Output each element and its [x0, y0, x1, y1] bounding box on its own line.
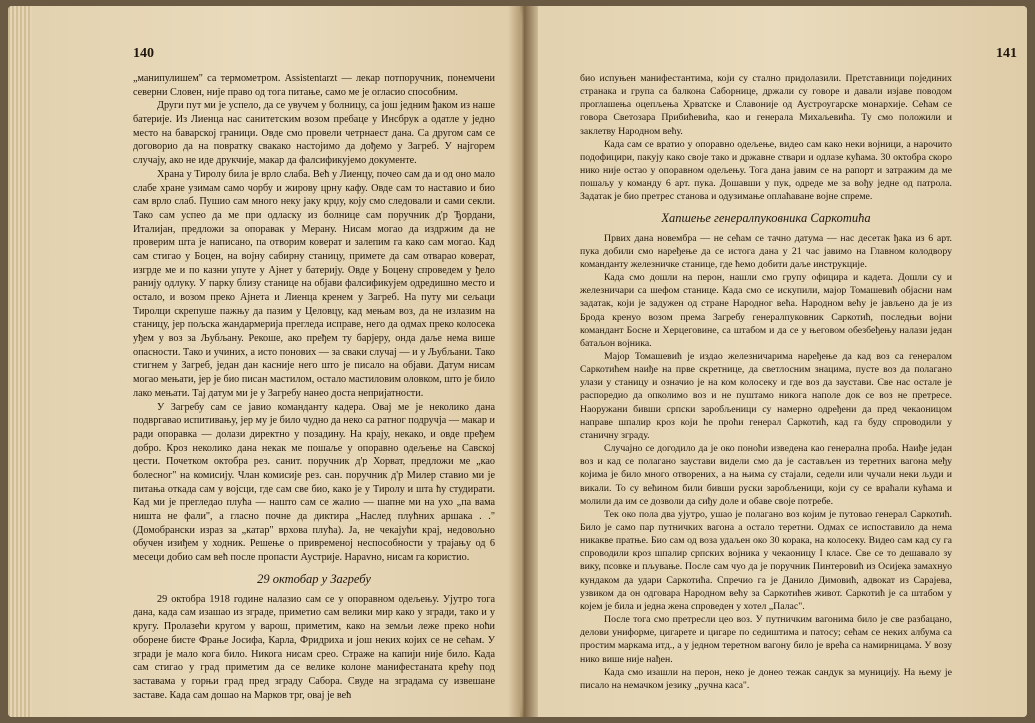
- section-heading: 29 октобар у Загребу: [257, 571, 371, 586]
- left-page-text: [133, 72, 495, 702]
- page-number-right: 141: [996, 46, 1017, 61]
- book-spread: [8, 6, 1027, 717]
- paragraph: Мајор Томашевић је издао железничарима наређење да кад воз са генералом Саркотићем наиђе на прве скретнице, да светлосним знацима, пусте воз да полагано улази у станицу и означио је на ком колосеку и где воз да заустави. Све нас остале је распоредио да опколимо воз и не пуштамо никога наполе док се воз не претресе. Наоружани бивши српски заробљеници су намерно одређени да пред чекаоницом направе шпалир кроз који ће проћи генерал Саркотић, кад га буду спроводили у станичну зграду.: [580, 350, 952, 441]
- section-heading: Хапшење генералпуковника Саркотића: [661, 210, 871, 225]
- paragraph: био испуњен манифестантима, који су стално придолазили. Претставници појединих странака и група са балкона Саборнице, држали су говоре и давали изјаве поводом проглашења оцепљења Хрватске и Славоније од Аустроугарске монархије. Сећам се говора Светозара Прибићевића, као и генерала Михаљевића. Ту смо положили и заклетву Народном већу.: [580, 73, 952, 137]
- paragraph: „манипулишем" са термометром. Assistentarzt — лекар потпоручник, понемчени северни Словен, није право од тога питање, само ме је огласио способним.: [133, 73, 495, 98]
- right-page-text: [580, 72, 952, 692]
- page-edge-decoration: [8, 6, 32, 717]
- paragraph: Када смо изашли на перон, неко је донео тежак сандук за муницију. На њему је писало на немачком језику „ручна каса".: [580, 666, 952, 691]
- left-page: [8, 6, 520, 717]
- paragraph: Тек око пола два ујутро, ушао је полагано воз којим је путовао генерал Саркотић. Било је само пар путничких вагона а остало теретни. Одмах се испоставило да нема никакве пратње. Био сам од воза удаљен око 30 корака, на колосеку. Видео сам кад су га спроводили кроз шпалир српских војника у чекаоницу I класе. Све се то дешавало зу вику, псовке и пљување. После сам чуо да је поручник Пинтеровић из Осијека замахнуо кундаком да удари Саркотића. Спречио га је Данило Димовић, адвокат из Сарајева, узвиком да он одговара Народном већу за Саркотићев живот. Саркотић је са штабом у којем је била и једна жена спроведен у хотел „Палас".: [580, 508, 952, 612]
- paragraph: Првих дана новембра — не сећам се тачно датума — нас десетак ђака из 6 арт. пука добили смо наређење да се истога дана у 21 час јавимо на Главном колодвору команданту железничке станице, где ћемо добити даље инструкције.: [580, 232, 952, 270]
- paragraph: Храна у Тиролу била је врло слаба. Већ у Лиенцу, почео сам да и од оно мало слабе хране узимам само чорбу и жирову црну кафу. Овде сам то наставио и био сам врло слаб. Пушио сам много неку јаку крџу, коју смо следовали и сами секли. Тако сам успео да ме при одласку из болнице сам поручник д'р Ђордани, Италијан, предложи за опоравак у Мерану. Нисам могао да издржим да не проверим шта је написано, па отворим коверат и залепим га како сам могао. Кад сам стигао у Боцен, на војну сабирну станицу, примете да сам отварао коверат, изгрде ме и по казни упуте у Ајнет у батерију. Овде у Боцену спроведем у ђело ранију одлуку. У парку близу станице на објави фалсификујем одредишно место и остало, и возом преко Ајнета и Лиенца кренем у Загреб. На путу ми сељаци Тиролци скрепуше пажњу да пазим у Целовцу, кад мењам воз, да не излазим на станицу, јер пољска жандармерија прегледа исправе, него да одмах преко колосека уђем у воз за Љубљану. Рекоше, ако пређем ту барјеру, онда даље нема више опасности. Тако и учиних, а исто понових — за сваки случај — и у Љубљани. Тако стигнем у Загреб, један дан касније него што је писало на објави. Датум нисам могао мењати, јер је био писан мастилом, остало мастиловим оловком, што је било лако мењати. Тај датум ми је у Загребу нанео доста непријатности.: [133, 168, 495, 399]
- paragraph: После тога смо претресли цео воз. У путничким вагонима било је све разбацано, делови униформе, цигарете и цигаре по седиштима и патосу; сећам се неких албума са простим маркама итд., а у једном теретном вагону било је врећа са намирницама. У возу нико више није нађен.: [580, 614, 952, 665]
- paragraph: 29 октобра 1918 године налазио сам се у опоравном одељењу. Ујутро тога дана, када сам изашао из зграде, приметио сам велики мир како у згради, тако и у кругу. Пролазећи кругом у варош, приметим, како на земљи леже преко ноћи оборене бисте Фрање Јосифа, Карла, Фридриха и још неких којих се не сећам. У згради је мало кога било. Никога нисам срео. Страже на капији није било. Када сам стигао у град приметим да се велике колоне манифестаната крећу под заставама у горњи град пред зграду Сабора. Свуде на зградама су извешане заставе. Када сам дошао на Марков трг, овај је већ: [133, 593, 495, 701]
- page-number-left: 140: [133, 46, 154, 61]
- paragraph: У Загребу сам се јавио команданту кадера. Овај ме је неколико дана подвргавао испитивању, јер му је било чудно да неко са ратног подручја — макар и ради опоравка — долази директно у позадину. На крају, некако, и овде пређем добро. Кроз неколико дана некак ме пошаље у опоравно одељење на Савској цести. Почетком октобра рез. санит. поручник д'р Хорват, предложи ме „као болесног" на комисију. Члан комисије рез. сан. поручник д'р Милер ставио ми је питања откада сам у војсци, где сам све био, како је у Тиролу и шта ћу студирати. Кад ми је прегледао плућа — нашто сам се жалио — шапне ми на ухо „па вама ништа не фали", а гласно почне да диктира „Наслед плућних аршака . ." (Домобрански израз за „катар" врхова плућа). Ја, не чекајући крај, недовољно обучен изиђем у ходник. Решење о привременој неспособности у трајању од 6 месеци добио сам већ после пропасти Аустрије. Нарavно, нисам га користио.: [133, 401, 495, 564]
- book-gutter: [508, 6, 538, 717]
- paragraph: Други пут ми је успело, да се увучем у болницу, са још једним ђаком из наше батерије. Из Лиенца нас санитетским возом пребаце у Инсбрук а одатле у једно место на баварској граници. Овде смо провели четрнаест дана. Са другом сам се договорио да на повратку свакако настојимо да дођемо у Загреб. У најгорем случају, ако не иде друкчије, макар да фалсификујемо документе.: [133, 100, 495, 167]
- paragraph: Случајно се догодило да је око поноћи изведена као генерална проба. Наиђе један воз и кад се полагано заустави видели смо да је састављен из теретних вагона међу којима је било много отворених, а на њима су стајали, седели или чучали неки људи и викали. То су већином били бивши руски заробљеници, који су се враћали кућама и молили да им се дозволи да сиђу доле и обаве своје потребе.: [580, 443, 952, 507]
- paragraph: Када сам се вратио у опоравно одељење, видео сам како неки војници, а нарочито подофицири, пакују како своје тако и државне ствари и одлазе кућама. 30 октобра скоро нико није остао у опоравном одељењу. Тога дана јавим се на рапорт и затражим да ме пошаљу у команду 6 арт. пука. Дошавши у пук, одреде ме за вођу једне од патрола. Задатак је био претрес станова и одузимање оплаћаване војне спреме.: [580, 138, 952, 203]
- right-page: [524, 6, 1027, 717]
- paragraph: Када смо дошли на перон, нашли смо групу официра и кадета. Дошли су и железничари са шефом станице. Када смо се искупили, мајор Томашевић објасни нам задатак, који је задужен од стране Народног већа. Народном већу је јављено да је из Брода кренуо возом према Загребу генералпуковник Саркотић, последњи војни командант Босне и Херцеговине, са штабом и да се у његовом обезбеђењу налази један батаљон војника.: [580, 272, 952, 349]
